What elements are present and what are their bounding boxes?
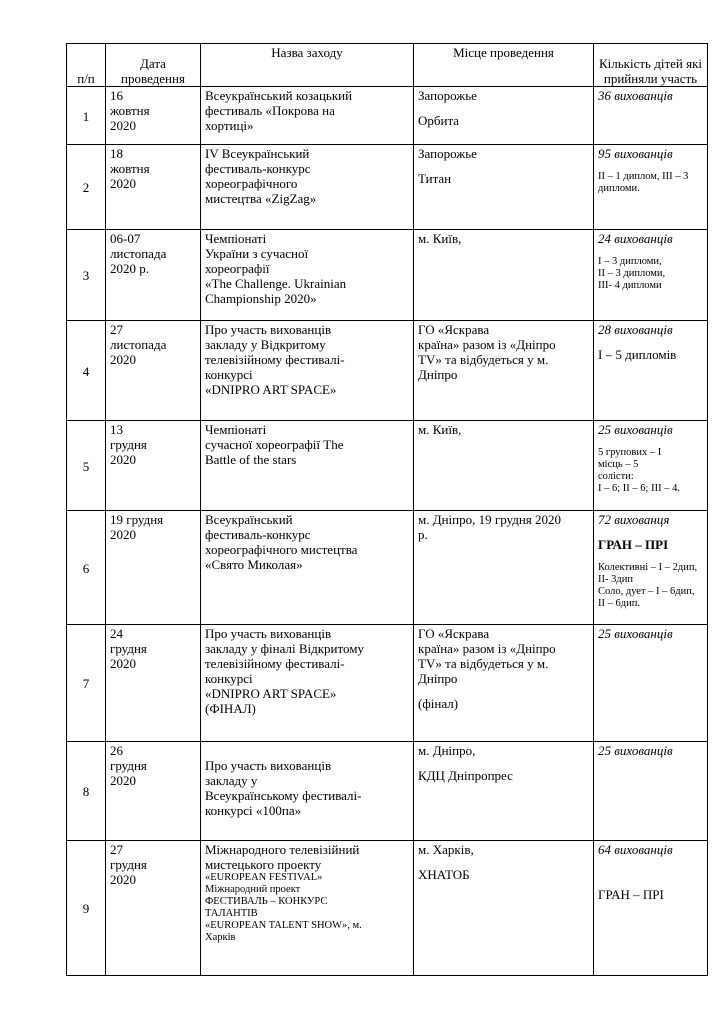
grand-prix-label: ГРАН – ПРІ	[598, 887, 664, 902]
row-place: Запорожье Орбита	[414, 87, 594, 145]
table-header-row	[67, 44, 708, 87]
header-date: Дата проведення	[106, 44, 201, 87]
row-num: 2	[67, 145, 106, 230]
row-event-name: Про участь вихованців закладу у фіналі Відкритому телевізійному фестивалі- конкурсі «DNIPRO ART SPACE» (ФІНАЛ)	[201, 625, 414, 742]
row-count: 24 вихованців І – 3 дипломи, ІІ – 3 дипломи, ІІІ- 4 дипломи	[594, 230, 708, 321]
row-date: 27 грудня 2020	[106, 841, 201, 976]
row-date: 19 грудня 2020	[106, 511, 201, 625]
table-row	[67, 511, 708, 625]
row-event-name: Про участь вихованців закладу у Відкритому телевізійному фестивалі- конкурсі «DNIPRO ART SPACE»	[201, 321, 414, 421]
table-row	[67, 841, 708, 976]
row-num: 4	[67, 321, 106, 421]
row-num: 7	[67, 625, 106, 742]
row-date: 13 грудня 2020	[106, 421, 201, 511]
row-num: 9	[67, 841, 106, 976]
row-num: 5	[67, 421, 106, 511]
row-date: 26 грудня 2020	[106, 742, 201, 841]
row-event-name: Міжнародного телевізійний мистецького проекту «EUROPEAN FESTIVAL» Міжнародний проект ФЕСТИВАЛЬ – КОНКУРС ТАЛАНТІВ «EUROPEAN TALENT SHOW», м. Харків	[201, 841, 414, 976]
row-place: м. Дніпро, КДЦ Дніпропрес	[414, 742, 594, 841]
row-date: 24 грудня 2020	[106, 625, 201, 742]
table-row	[67, 145, 708, 230]
row-count: 64 вихованців ГРАН – ПРІ	[594, 841, 708, 976]
header-num: п/п	[67, 44, 106, 87]
row-count: 25 вихованців 5 групових – І місць – 5 солісти: І – 6; ІІ – 6; ІІІ – 4.	[594, 421, 708, 511]
header-event-name: Назва заходу	[201, 44, 414, 87]
row-event-name: Чемпіонаті України з сучасної хореографії «The Challenge. Ukrainian Championship 2020»	[201, 230, 414, 321]
row-place: м. Київ,	[414, 421, 594, 511]
row-date: 27 листопада 2020	[106, 321, 201, 421]
events-table	[66, 43, 708, 976]
table-row	[67, 421, 708, 511]
row-num: 1	[67, 87, 106, 145]
table-row	[67, 230, 708, 321]
table-row	[67, 625, 708, 742]
row-count: 25 вихованців	[594, 742, 708, 841]
document-page	[66, 43, 708, 976]
row-num: 8	[67, 742, 106, 841]
row-count: 36 вихованців	[594, 87, 708, 145]
row-num: 3	[67, 230, 106, 321]
row-place: ГО «Яскрава країна» разом із «Дніпро TV» та відбудеться у м. Дніпро (фінал)	[414, 625, 594, 742]
table-row	[67, 742, 708, 841]
row-num: 6	[67, 511, 106, 625]
row-date: 16 жовтня 2020	[106, 87, 201, 145]
row-count: 72 вихованця ГРАН – ПРІ Колективні – І – 2дип, ІІ- 3дип Соло, дует – І – 6дип, ІІ – 6дип.	[594, 511, 708, 625]
row-date: 18 жовтня 2020	[106, 145, 201, 230]
row-place: м. Харків, ХНАТОБ	[414, 841, 594, 976]
row-count: 95 вихованців ІІ – 1 диплом, ІІІ – 3 дипломи.	[594, 145, 708, 230]
row-event-name: Чемпіонаті сучасної хореографії The Battle of the stars	[201, 421, 414, 511]
row-event-name: Всеукраїнський фестиваль-конкурс хореографічного мистецтва «Свято Миколая»	[201, 511, 414, 625]
row-place: ГО «Яскрава країна» разом із «Дніпро TV» та відбудеться у м. Дніпро	[414, 321, 594, 421]
row-event-name: IV Всеукраїнський фестиваль-конкурс хореографічного мистецтва «ZigZag»	[201, 145, 414, 230]
row-place: м. Дніпро, 19 грудня 2020 р.	[414, 511, 594, 625]
table-row	[67, 87, 708, 145]
row-date: 06-07 листопада 2020 р.	[106, 230, 201, 321]
row-event-name: Про участь вихованців закладу у Всеукраїнському фестивалі- конкурсі «100па»	[201, 742, 414, 841]
table-row	[67, 321, 708, 421]
row-place: Запорожье Титан	[414, 145, 594, 230]
row-event-name: Всеукраїнський козацький фестиваль «Покрова на хортиці»	[201, 87, 414, 145]
grand-prix-label: ГРАН – ПРІ	[598, 537, 669, 552]
row-count: 28 вихованців І – 5 дипломів	[594, 321, 708, 421]
header-count: Кількість дітей які прийняли участь	[594, 44, 708, 87]
row-count: 25 вихованців	[594, 625, 708, 742]
header-place: Місце проведення	[414, 44, 594, 87]
row-place: м. Київ,	[414, 230, 594, 321]
